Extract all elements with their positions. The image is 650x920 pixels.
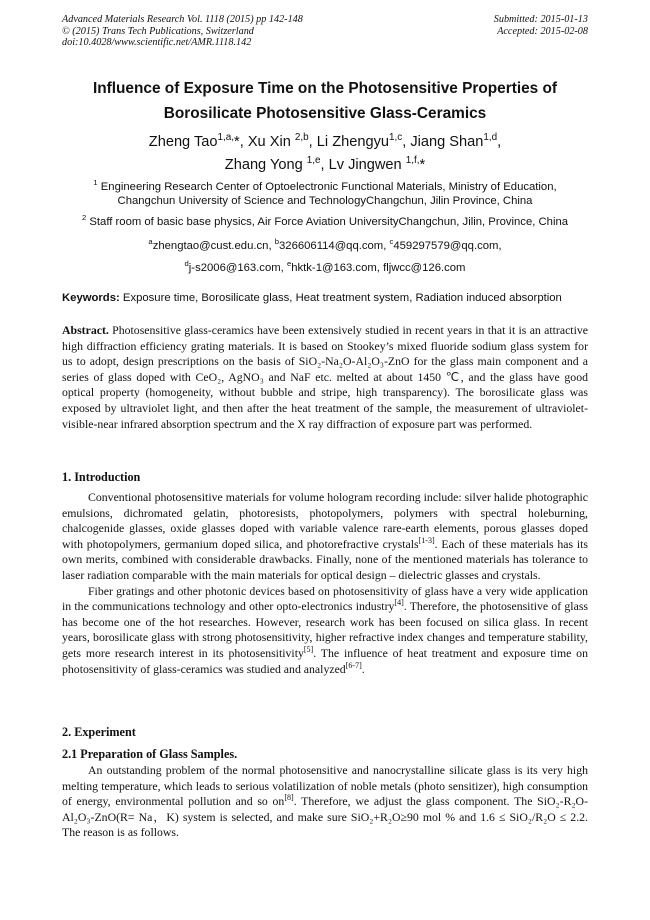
citation[interactable]: [8] (284, 793, 294, 803)
paragraph-text: Fiber gratings and other photonic devices based on photosensitivity of glass have a very wide application in the communications technology and other opto-electronics industry (62, 583, 588, 614)
email-tag: d (184, 258, 189, 268)
paragraph-text: . Therefore, the photosensitive of glass has become one of the hot researches. However, research work has been focused on silica glass. In recent years, borosilicate glass with strong photosensitivity, higher refractive index changes and temperature stability, gets more research interest in its photosensitivity (62, 599, 588, 660)
author-name: Lv Jingwen (328, 157, 406, 173)
email-address[interactable]: 459297579@qq.com (393, 240, 499, 252)
glass-system-formula: SiO₂-R₂O-Al₂O₃-ZnO(R= Na，K) (62, 794, 588, 824)
journal-header (62, 14, 303, 49)
corresponding-star: * (419, 157, 426, 173)
paragraph-text: . (361, 661, 365, 676)
paragraph-text: . Therefore, we adjust the glass component. The (293, 794, 538, 809)
author-affil-sup: 1,f, (405, 155, 420, 167)
author-affil-sup: 2,b (294, 132, 309, 144)
introduction-body (62, 490, 588, 677)
paragraph-text: An outstanding problem of the normal photosensitive and nanocrystalline silicate glass is its very high melting temperature, which leads to serious volatilization of noble metals (photo sensitizer), high consumption of energy, environmental pollution and so on (62, 763, 588, 809)
author-name: Xu Xin (247, 134, 295, 150)
email-address[interactable]: 326606114@qq.com (279, 240, 384, 252)
affiliation-text: Staff room of basic base physics, Air Force Aviation UniversityChangchun, Jilin, Province, China (89, 216, 569, 228)
author-separator: , (308, 134, 317, 150)
keywords-text: Exposure time, Borosilicate glass, Heat treatment system, Radiation induced absorption (122, 292, 562, 304)
section-heading-experiment: 2. Experiment (62, 725, 136, 739)
section-heading-introduction: 1. Introduction (62, 470, 141, 484)
abstract-text: for the glass main component and a series of glass doped with (62, 354, 588, 384)
author-name: Zheng Tao (148, 134, 218, 150)
author-separator: , (239, 134, 248, 150)
email-address[interactable]: zhengtao@cust.edu.cn (152, 240, 269, 252)
email-list (56, 236, 594, 279)
author-separator: , (497, 134, 502, 150)
affiliation-1 (56, 178, 594, 208)
citation[interactable]: [6-7] (345, 660, 362, 670)
author-affil-sup: 1,e (306, 155, 321, 167)
affiliation-text: Changchun University of Science and TechnologyChangchun, Jilin Province, China (117, 194, 533, 207)
paragraph-text: system is selected, and make sure (178, 809, 351, 824)
email-address[interactable]: hktk-1@163.com (291, 261, 377, 274)
dopant-formula: CeO₂, AgNO₃ (195, 369, 264, 384)
affiliation-line (56, 213, 594, 230)
author-separator: , (402, 134, 411, 150)
paragraph-text: . Each of these materials has its own merits, combined with considerable drawbacks. Finally, none of the mentioned materials has tolerance to laser radiation comparable with the main materials for optical design – dielectric glasses and crystals. (62, 536, 588, 582)
keywords (62, 291, 594, 305)
paragraph-text: . The influence of heat treatment and exposure time on photosensitivity of glass-ceramics was studied and analyzed (62, 645, 588, 676)
author-name: Li Zhengyu (316, 134, 389, 150)
email-line: $^a$zhengtao@cust.edu.cn, $^b$326606114@qq.com, $^c$459297579@qq.com, (148, 237, 502, 252)
doi-line[interactable]: doi:10.4028/www.scientific.net/AMR.1118.142 (62, 37, 252, 48)
composition-ratio: 1.6 ≤ SiO₂/R₂O ≤ 2.2 (480, 809, 586, 824)
citation[interactable]: [1-3] (418, 535, 435, 545)
affiliation-line (56, 178, 594, 195)
author-affil-sup: 1,a, (217, 132, 235, 144)
abstract-label: Abstract. (62, 323, 109, 337)
title-line: Influence of Exposure Time on the Photosensitive Properties of (92, 80, 558, 97)
experiment-body (62, 763, 588, 841)
glass-formula: SiO₂-Na₂O-Al₂O₃-ZnO (298, 354, 410, 369)
paragraph-text: mol % and (418, 809, 481, 824)
affiliation-number: 2 (81, 213, 87, 223)
journal-volume-line: Advanced Materials Research Vol. 1118 (2015) pp 142-148 (62, 14, 303, 25)
email-tag: b (274, 237, 279, 247)
citation[interactable]: [4] (394, 598, 404, 608)
author-name: Jiang Shan (410, 134, 484, 150)
author-affil-sup: 1,d (483, 132, 498, 144)
affiliation-number: 1 (93, 178, 98, 188)
email-tag: c (389, 237, 394, 247)
author-affil-sup: 1,c (389, 132, 403, 144)
affiliation-2 (56, 213, 594, 230)
paragraph (62, 584, 588, 678)
abstract-text: Photosensitive glass-ceramics have been extensively studied in recent years in that it is an attractive high diffraction efficiency grating materials. It is based on Stookey’s mixed fluoride sodium glass system for us to adopt, design prescriptions on the basis of (62, 323, 588, 369)
title-line: Borosilicate Photosensitive Glass-Ceramics (163, 105, 487, 122)
subsection-heading: 2.1 Preparation of Glass Samples. (62, 747, 238, 761)
corresponding-star: * (234, 134, 240, 150)
paragraph (62, 763, 588, 841)
copyright-line: © (2015) Trans Tech Publications, Switzerland (62, 25, 254, 37)
email-address[interactable]: fljwcc@126.com (383, 261, 466, 274)
email-tag: e (286, 258, 292, 268)
paragraph-text: . The reason is as follows. (62, 809, 588, 840)
email-line: $^d$j-s2006@163.com, $^e$hktk-1@163.com, fljwcc@126.com (184, 258, 466, 274)
composition-condition: SiO₂+R₂O≥90 (350, 809, 419, 824)
email-address[interactable]: j-s2006@163.com (188, 261, 281, 274)
email-tag: a (148, 237, 153, 247)
citation[interactable]: [5] (303, 645, 314, 655)
accepted-date: Accepted: 2015-02-08 (497, 25, 588, 37)
affiliation-text: Engineering Research Center of Optoelectronic Functional Materials, Ministry of Education, (100, 181, 557, 193)
submission-dates (494, 14, 588, 37)
paragraph (62, 490, 588, 584)
abstract-text: and NaF etc. melted at about 1450 ℃, and the glass have good optical property (homogeneity, without bubble and stripe, high transparency). The borosilicate glass was exposed by ultraviolet light, and then after the heat treatment of the sample, the measurement of ultraviolet-visible-near infrared absorption spectrum and the X ray diffraction of exposure part was performed. (62, 369, 588, 431)
author-separator: , (320, 157, 329, 173)
author-line (40, 154, 610, 177)
keywords-label: Keywords: (62, 292, 120, 304)
author-name: Zhang Yong (224, 157, 307, 173)
author-list (40, 131, 610, 177)
paper-title (40, 76, 610, 126)
paragraph-text: Conventional photosensitive materials for volume hologram recording include: silver halide photographic emulsions, dichromated gelatin, photoresists, photopolymers, polymers with spectral holeburning, chalcogenide glasses, oxide glasses doped with variable valence rare-earth elements, porous glasses doped with photopolymers, germanium doped silica, and photorefractive crystals (62, 490, 588, 551)
abstract-paragraph (62, 323, 588, 432)
submitted-date: Submitted: 2015-01-13 (493, 14, 588, 25)
abstract (62, 323, 588, 432)
author-line (40, 131, 610, 154)
